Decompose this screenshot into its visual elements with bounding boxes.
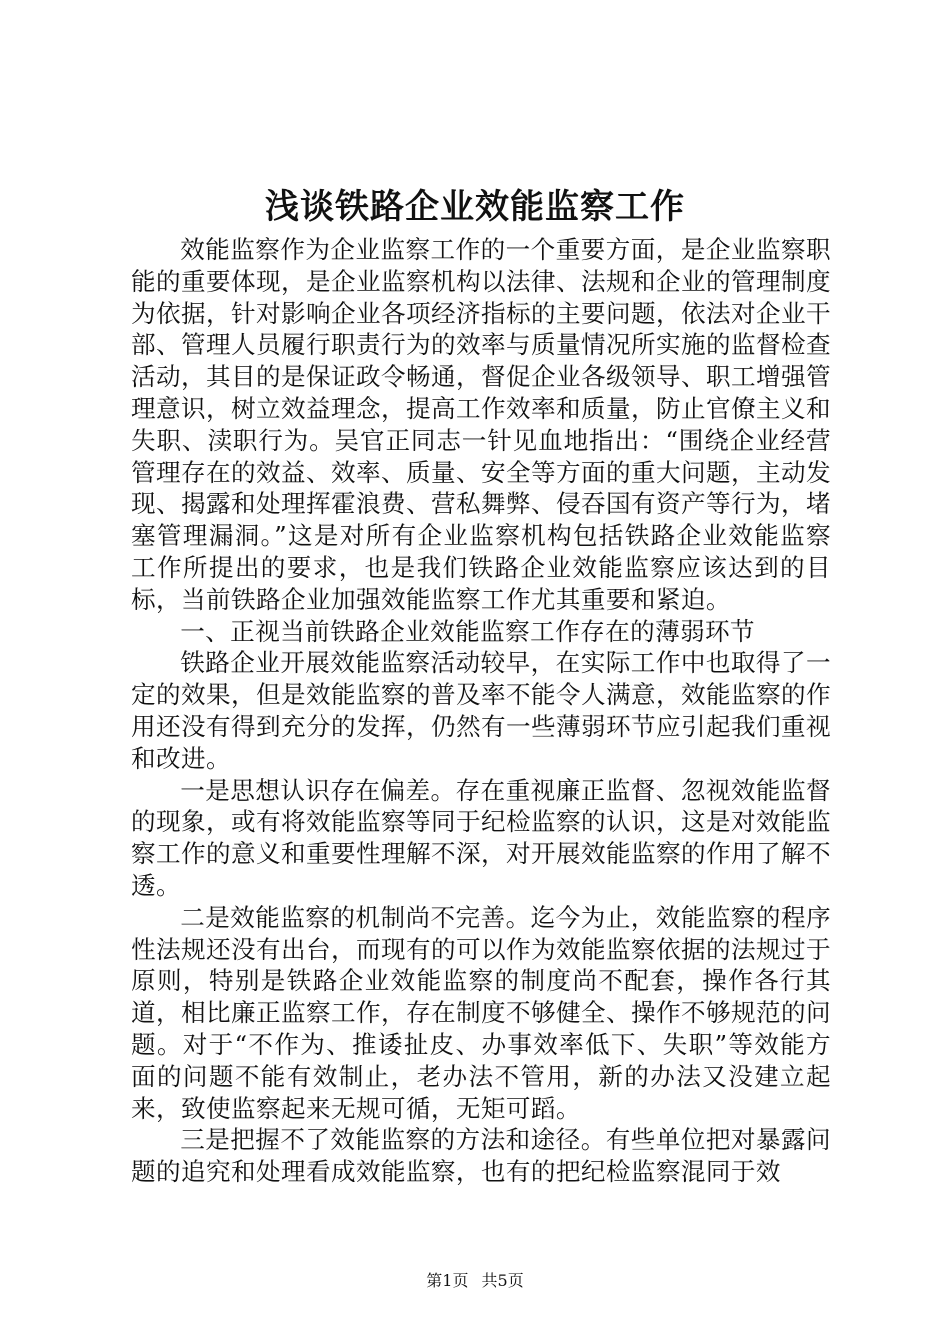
page-total: 共5页 (481, 1271, 524, 1290)
page-number: 第1页 (426, 1271, 469, 1290)
section-heading-1: 一、正视当前铁路企业效能监察工作存在的薄弱环节 (180, 616, 756, 646)
paragraph-weakness-overview: 铁路企业开展效能监察活动较早，在实际工作中也取得了一定的效果，但是效能监察的普及率不能令人满意，效能监察的作用还没有得到充分的发挥，仍然有一些薄弱环节应引起我们重视和改进。 (131, 648, 831, 773)
document-body (131, 234, 831, 1188)
paragraph-point-two: 二是效能监察的机制尚不完善。迄今为止，效能监察的程序性法规还没有出台，而现有的可以作为效能监察依据的法规过于原则，特别是铁路企业效能监察的制度尚不配套，操作各行其道，相比廉正监察工作，存在制度不够健全、操作不够规范的问题。对于“不作为、推诿扯皮、办事效率低下、失职”等效能方面的问题不能有效制止，老办法不管用，新的办法又没建立起来，致使监察起来无规可循，无矩可蹈。 (131, 902, 831, 1123)
paragraph-intro: 效能监察作为企业监察工作的一个重要方面，是企业监察职能的重要体现，是企业监察机构以法律、法规和企业的管理制度为依据，针对影响企业各项经济指标的主要问题，依法对企业干部、管理人员履行职责行为的效率与质量情况所实施的监督检查活动，其目的是保证政令畅通，督促企业各级领导、职工增强管理意识，树立效益理念，提高工作效率和质量，防止官僚主义和失职、渎职行为。吴官正同志一针见血地指出：“围绕企业经营管理存在的效益、效率、质量、安全等方面的重大问题，主动发现、揭露和处理挥霍浪费、营私舞弊、侵吞国有资产等行为，堵塞管理漏洞。”这是对所有企业监察机构包括铁路企业效能监察工作所提出的要求，也是我们铁路企业效能监察应该达到的目标，当前铁路企业加强效能监察工作尤其重要和紧迫。 (131, 235, 831, 614)
paragraph-point-one: 一是思想认识存在偏差。存在重视廉正监督、忽视效能监督的现象，或有将效能监察等同于纪检监察的认识，这是对效能监察工作的意义和重要性理解不深，对开展效能监察的作用了解不透。 (131, 775, 831, 900)
paragraph-point-three: 三是把握不了效能监察的方法和途径。有些单位把对暴露问题的追究和处理看成效能监察，也有的把纪检监察混同于效 (131, 1125, 831, 1187)
page-footer (0, 1271, 950, 1291)
document-title: 浅谈铁路企业效能监察工作 (265, 187, 685, 227)
